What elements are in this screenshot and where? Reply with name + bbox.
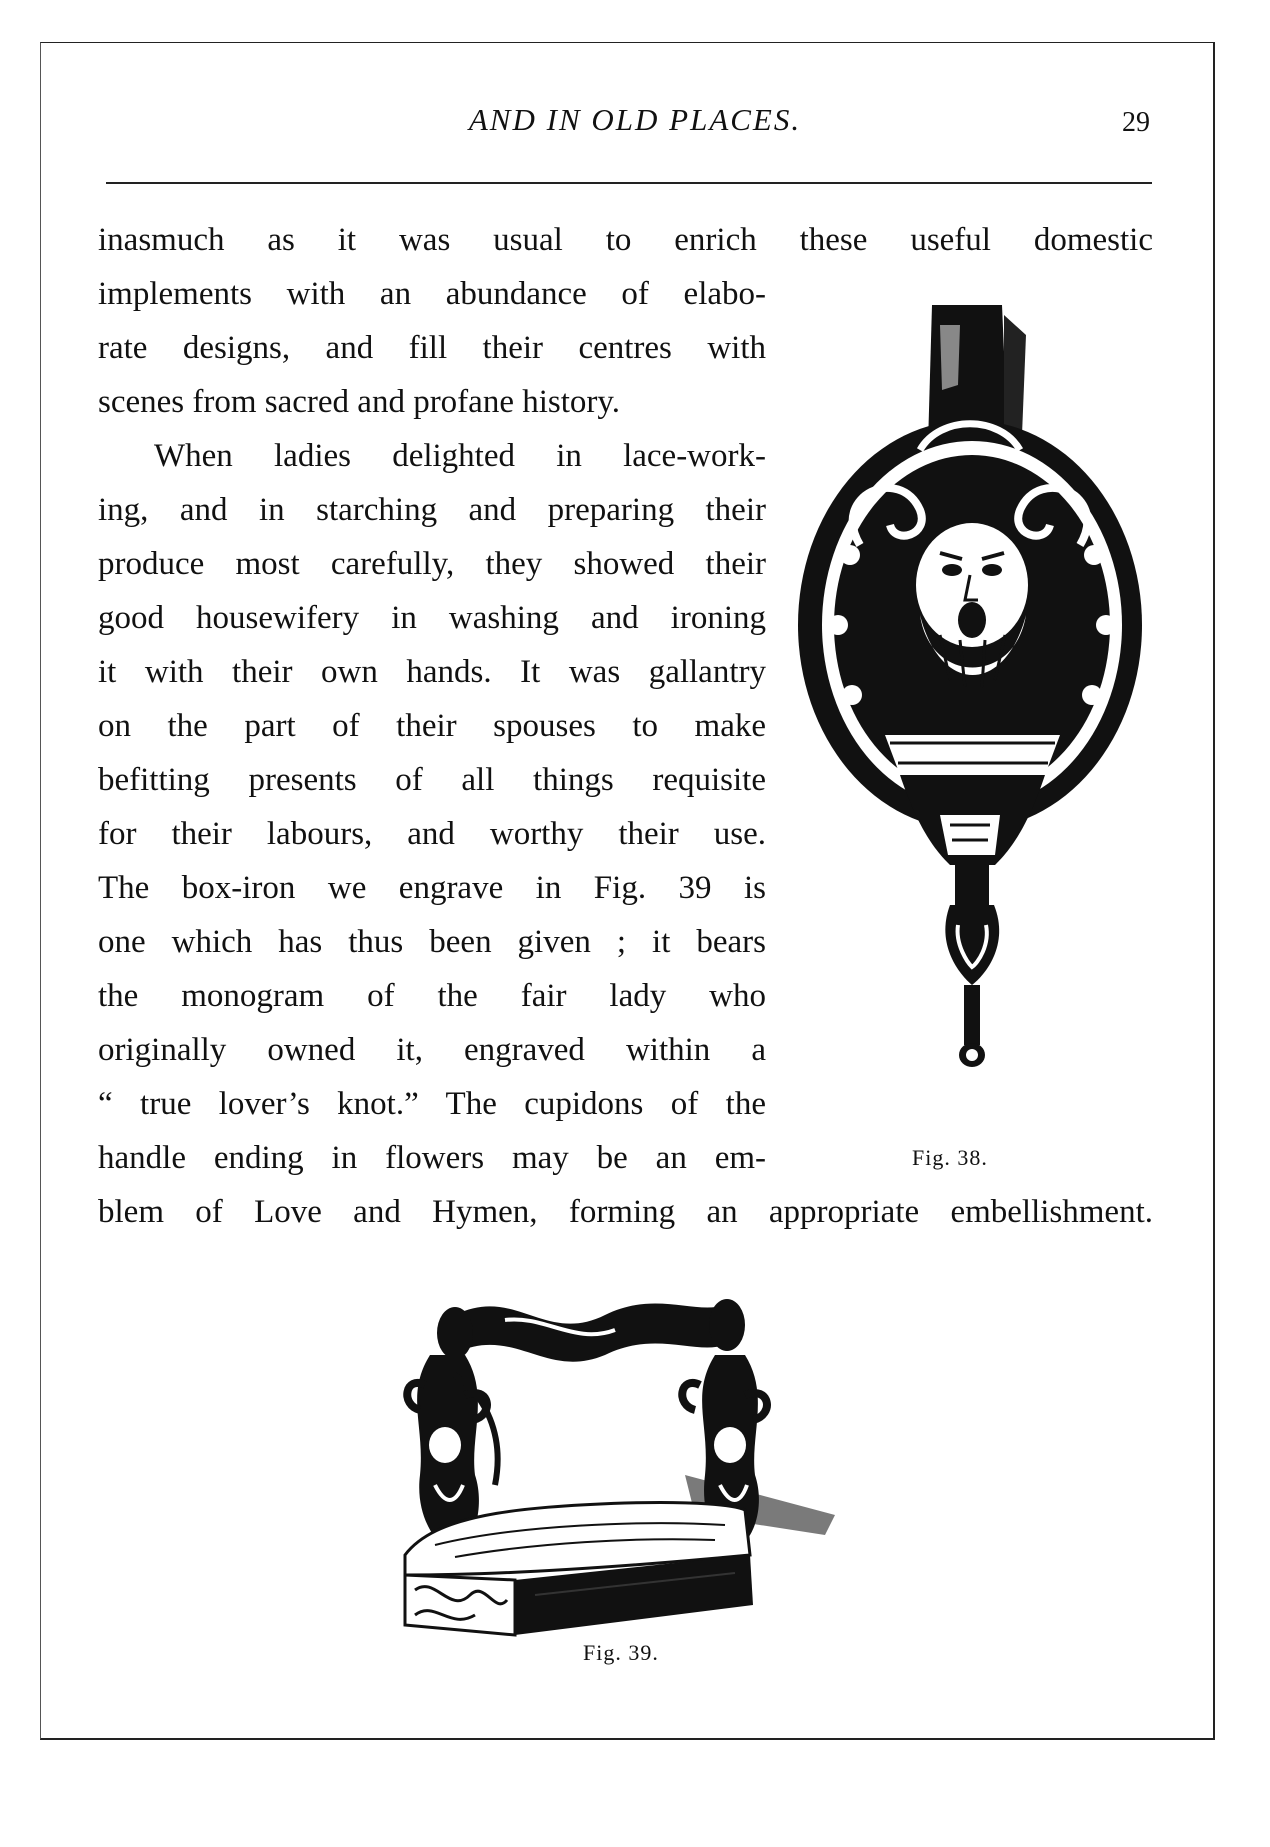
text-line: The box-iron we engrave in Fig. 39 is [98, 870, 766, 906]
text-line: implements with an abundance of elabo- [98, 276, 766, 312]
text-line: handle ending in flowers may be an em- [98, 1140, 766, 1176]
text-line: inasmuch as it was usual to enrich these useful domestic [98, 222, 1153, 258]
running-head: AND IN OLD PLACES. [468, 102, 802, 137]
text-line: When ladies delighted in lace-work- [154, 438, 766, 474]
text-line: the monogram of the fair lady who [98, 978, 766, 1014]
text-line: originally owned it, engraved within a [98, 1032, 766, 1068]
fig39-caption: Fig. 39. [583, 1640, 659, 1665]
text-line: “ true lover’s knot.” The cupidons of the [98, 1086, 766, 1122]
text-line: befitting presents of all things requisite [98, 762, 766, 798]
box-iron-illustration [395, 1275, 855, 1645]
text-line: it with their own hands. It was gallantry [98, 654, 766, 690]
text-line: one which has thus been given ; it bears [98, 924, 766, 960]
fig38-caption: Fig. 38. [912, 1145, 988, 1170]
header-rule [106, 182, 1152, 184]
text-line: produce most carefully, they showed their [98, 546, 766, 582]
text-line: good housewifery in washing and ironing [98, 600, 766, 636]
text-line: rate designs, and fill their centres with [98, 330, 766, 366]
page-number: 29 [1122, 107, 1150, 138]
text-line: on the part of their spouses to make [98, 708, 766, 744]
bellows-illustration [790, 295, 1150, 1155]
text-line: scenes from sacred and profane history. [98, 384, 620, 420]
text-line: for their labours, and worthy their use. [98, 816, 766, 852]
text-line: blem of Love and Hymen, forming an appropriate embellishment. [98, 1194, 1153, 1230]
text-line: ing, and in starching and preparing their [98, 492, 766, 528]
